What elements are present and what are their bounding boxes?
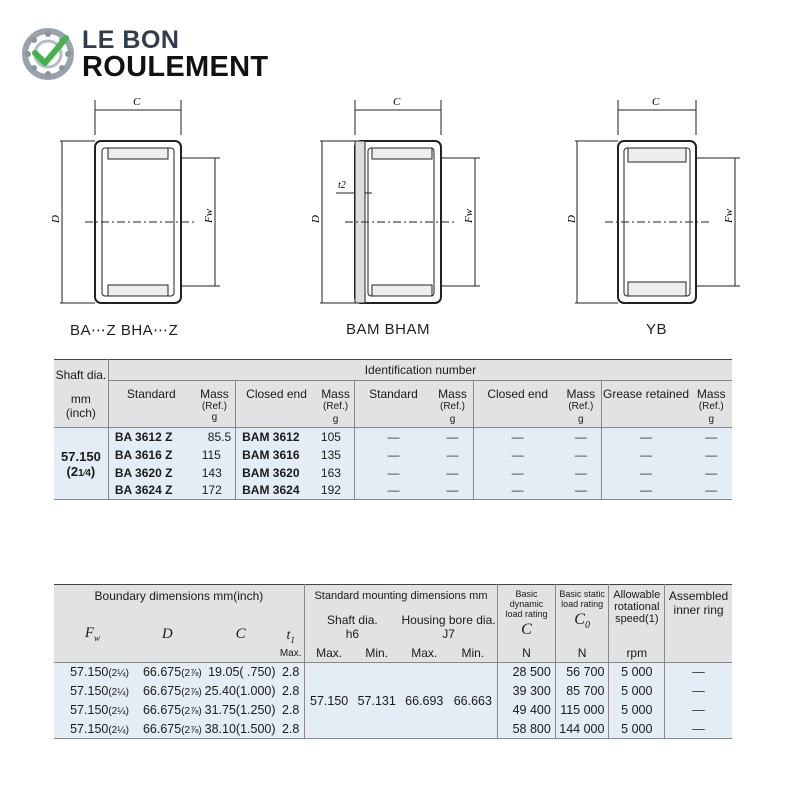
table-row: 57.150(2¼) 66.675(2⅞) 25.40(1.000) 2.8 39 300 85 700 5 000 —	[54, 682, 732, 701]
inner-ring-header: Assembled inner ring	[668, 589, 729, 617]
closed-part: BAM 3620	[242, 465, 300, 480]
std-part: BA 3612 Z	[114, 429, 173, 444]
closed-part: BAM 3616	[242, 447, 300, 462]
dim-d-label: D	[50, 215, 62, 223]
dim-c-label: C	[133, 96, 141, 108]
dim-fw-label: Fw	[203, 208, 215, 223]
shaft-min-label: Min.	[365, 646, 389, 661]
bearing-check-icon	[22, 28, 74, 80]
housing-min-value: 66.663	[449, 663, 498, 739]
c-header: C	[235, 625, 246, 642]
mass-value: 192	[317, 482, 355, 500]
diagram-yb	[560, 90, 760, 320]
col-mass-3: Mass	[432, 381, 474, 402]
dim-c-label: C	[652, 96, 660, 108]
mass-value: 172	[194, 482, 236, 500]
dim-c-label: C	[393, 96, 401, 108]
fw-header: $F_w$	[84, 625, 101, 644]
std-part: BA 3620 Z	[114, 465, 173, 480]
ident-number-header: Identification number	[108, 360, 732, 381]
shaft-min-value: 57.131	[357, 693, 396, 708]
diagram-label-ba-z: BA⋯Z BHA⋯Z	[70, 322, 179, 339]
mass-value: 143	[194, 464, 236, 482]
t1-header: $t_1$	[278, 607, 305, 645]
static-load-header: Basic static load rating $C_0$	[555, 585, 609, 645]
std-part: BA 3616 Z	[114, 447, 173, 462]
col-mass-4: Mass	[561, 381, 601, 402]
brand-logo	[22, 24, 302, 84]
dim-d-label: D	[566, 215, 578, 223]
col-closed-end-2: Closed end	[487, 387, 549, 401]
mass-value: 135	[317, 446, 355, 464]
mass-value: 163	[317, 464, 355, 482]
table-row: 57.150(2¼) 66.675(2⅞) 38.10(1.500) 2.8 58 800 144 000 5 000 —	[54, 720, 732, 739]
shaft-dia-header: Shaft dia. h6	[327, 612, 378, 641]
diagram-label-bam: BAM BHAM	[346, 321, 431, 338]
col-closed-end: Closed end	[246, 387, 307, 401]
col-standard-2: Standard	[369, 387, 418, 401]
housing-bore-header: Housing bore dia. J7	[400, 607, 498, 645]
col-mass-1: Mass	[194, 381, 236, 402]
mass-value: 105	[317, 428, 355, 446]
d-header: D	[161, 625, 173, 642]
shaft-dia-value: 57.150 (21⁄4)	[54, 428, 108, 500]
unit-n: N	[555, 645, 609, 663]
table-row: 57.150(2¼) 66.675(2⅞) 31.75(1.250) 2.8 49 400 115 000 5 000 —	[54, 701, 732, 720]
col-mass-5: Mass	[696, 387, 726, 401]
shaft-dia-header: Shaft dia. mm (inch)	[54, 360, 108, 428]
closed-part: BAM 3612	[242, 429, 300, 444]
housing-max-label: Max.	[411, 646, 438, 661]
logo-text-top: LE BON	[82, 26, 180, 54]
housing-max-value: 66.693	[405, 693, 444, 708]
col-grease: Grease retained	[602, 387, 690, 401]
mass-value: 115	[194, 446, 236, 464]
dim-fw-label: Fw	[463, 208, 475, 223]
speed-header: Allowable rotational speed(1)	[609, 585, 665, 645]
dynamic-load-header: Basic dynamic load rating C	[498, 585, 556, 645]
std-part: BA 3624 Z	[114, 483, 173, 498]
identification-table: Shaft dia. mm (inch) Identification number Standard Mass Closed end Mass Standard Mass Closed end Mass Grease retained Mass (Ref.) (Ref.) (Ref.) (Ref.) (Ref.) g g g g g 57.150 (21⁄4) BA 3612 Z 85.5 BAM 3612 105 — — — — — — BA 3616 Z 115 BAM 3616 135 — — — — — — BA 3620 Z 143 BAM 3620 163 — — — — — — BA 3624 Z 172 BAM 3624 192 — — — — — —	[54, 359, 732, 500]
dim-t2-label: t2	[338, 180, 346, 191]
t1-max-label: Max.	[278, 645, 305, 663]
dimensions-table	[54, 584, 732, 739]
table-row: 57.150(2¼) 66.675(2⅞) 19.05( .750) 2.8 57.150 57.131 66.693 66.663 28 500 56 700 5 000 —	[54, 663, 732, 682]
unit-rpm: rpm	[609, 645, 665, 663]
logo-text-bottom: ROULEMENT	[82, 51, 269, 83]
dim-fw-label: Fw	[723, 208, 735, 223]
housing-min-label: Min.	[449, 645, 498, 663]
dim-d-label: D	[310, 215, 322, 223]
shaft-max-label: Max.	[316, 646, 343, 661]
mounting-dims-header: Standard mounting dimensions mm	[304, 585, 497, 607]
diagram-ba-z	[40, 90, 230, 320]
mass-value: 85.5	[194, 428, 236, 446]
unit-n: N	[498, 645, 556, 663]
diagram-label-yb: YB	[646, 321, 668, 338]
col-mass-2: Mass	[317, 381, 355, 402]
diagram-bam	[300, 90, 500, 320]
shaft-max-value: 57.150	[310, 693, 349, 708]
closed-part: BAM 3624	[242, 483, 300, 498]
boundary-dims-header: Boundary dimensions mm(inch)	[54, 585, 304, 607]
col-standard: Standard	[126, 387, 176, 401]
